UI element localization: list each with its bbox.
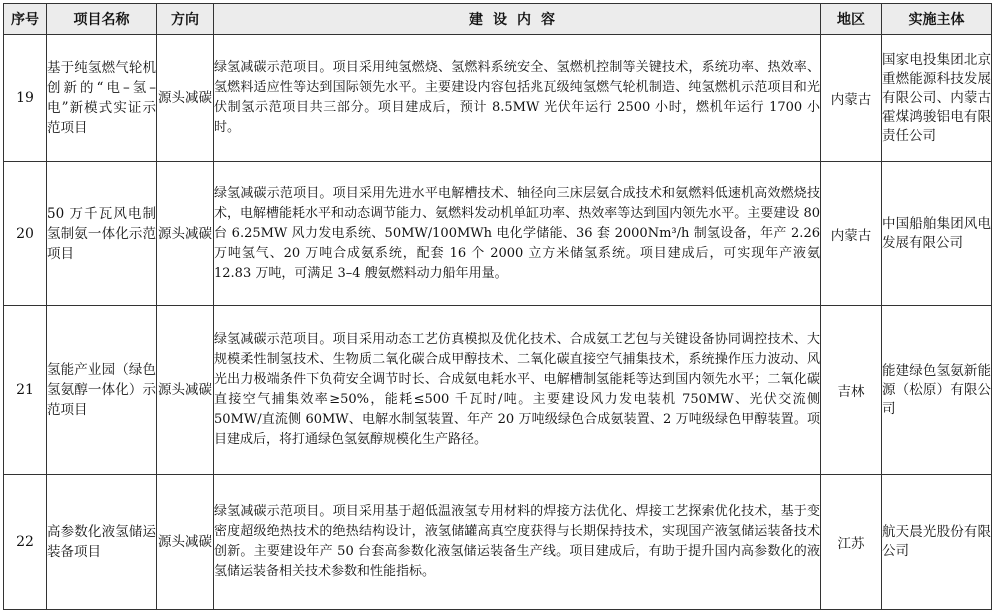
project-table [3,3,992,610]
row-region: 内蒙古 [821,162,882,306]
row-entity: 中国船舶集团风电发展有限公司 [882,162,992,306]
row-project-name: 高参数化液氢储运装备项目 [47,475,157,610]
header-content: 建设内容 [214,4,821,35]
row-direction: 源头减碳 [157,35,214,162]
row-seq: 20 [4,162,47,306]
row-project-name: 50 万千瓦风电制氢制氨一体化示范项目 [47,162,157,306]
table-row [4,162,992,306]
header-row [4,4,992,35]
row-region: 江苏 [821,475,882,610]
table-row [4,306,992,475]
row-entity: 国家电投集团北京重燃能源科技发展有限公司、内蒙古霍煤鸿骏铝电有限责任公司 [882,35,992,162]
row-content: 绿氢减碳示范项目。项目采用基于超低温液氢专用材料的焊接方法优化、焊接工艺探索优化技术，基于变密度超级绝热技术的绝热结构设计，液氢储罐高真空度获得与长期保持技术，实现国产液氢储运装备技术创新。主要建设年产 50 台套高参数化液氢储运装备生产线。项目建成后，有助于提升国内高参数化的液氢储运装备相关技术参数和性能指标。 [214,475,821,610]
header-entity: 实施主体 [882,4,992,35]
row-entity: 能建绿色氢氨新能源（松原）有限公司 [882,306,992,475]
header-name: 项目名称 [47,4,157,35]
header-seq: 序号 [4,4,47,35]
row-project-name: 基于纯氢燃气轮机创新的“电–氢–电”新模式实证示范项目 [47,35,157,162]
row-direction: 源头减碳 [157,162,214,306]
row-region: 吉林 [821,306,882,475]
header-direction: 方向 [157,4,214,35]
row-content: 绿氢减碳示范项目。项目采用纯氢燃烧、氢燃料系统安全、氢燃机控制等关键技术，系统功率、热效率、氢燃料适应性等达到国际领先水平。主要建设内容包括兆瓦级纯氢燃气轮机制造、纯氢燃机示范项目和光伏制氢示范项目共三部分。项目建成后，预计 8.5MW 光伏年运行 2500 小时，燃机年运行 1700 小时。 [214,35,821,162]
table-row [4,475,992,610]
row-content: 绿氢减碳示范项目。项目采用动态工艺仿真模拟及优化技术、合成氨工艺包与关键设备协同调控技术、大规模柔性制氢技术、生物质二氧化碳合成甲醇技术、二氧化碳直接空气捕集技术，系统操作压力波动、风光出力极端条件下负荷安全调节时长、合成氨电耗水平、电解槽制氢能耗等达到国内领先水平；二氧化碳直接空气捕集效率≥50%，能耗≤500 千瓦时/吨。主要建设风力发电装机 750MW、光伏交流侧 50MW/直流侧 60MW、电解水制氢装置、年产 20 万吨级绿色合成氨装置、2 万吨级绿色甲醇装置。项目建成后，将打通绿色氢氨醇规模化生产路径。 [214,306,821,475]
row-region: 内蒙古 [821,35,882,162]
header-region: 地区 [821,4,882,35]
row-project-name: 氢能产业园（绿色氢氨醇一体化）示范项目 [47,306,157,475]
table-row [4,35,992,162]
row-seq: 22 [4,475,47,610]
row-entity: 航天晨光股份有限公司 [882,475,992,610]
row-content: 绿氢减碳示范项目。项目采用先进水平电解槽技术、轴径向三床层氨合成技术和氨燃料低速机高效燃烧技术，电解槽能耗水平和动态调节能力、氨燃料发动机单缸功率、热效率等达到国内领先水平。主要建设 80 台 6.25MW 风力发电系统、50MW/100MWh 电化学储能、36 套 2000Nm³/h 制氢设备，年产 2.26 万吨氢气、20 万吨合成氨系统，配套 16 个 2000 立方米储氢系统。项目建成后，可实现年产液氨 12.83 万吨，可满足 3–4 艘氨燃料动力船年用量。 [214,162,821,306]
row-direction: 源头减碳 [157,475,214,610]
row-seq: 21 [4,306,47,475]
row-seq: 19 [4,35,47,162]
row-direction: 源头减碳 [157,306,214,475]
